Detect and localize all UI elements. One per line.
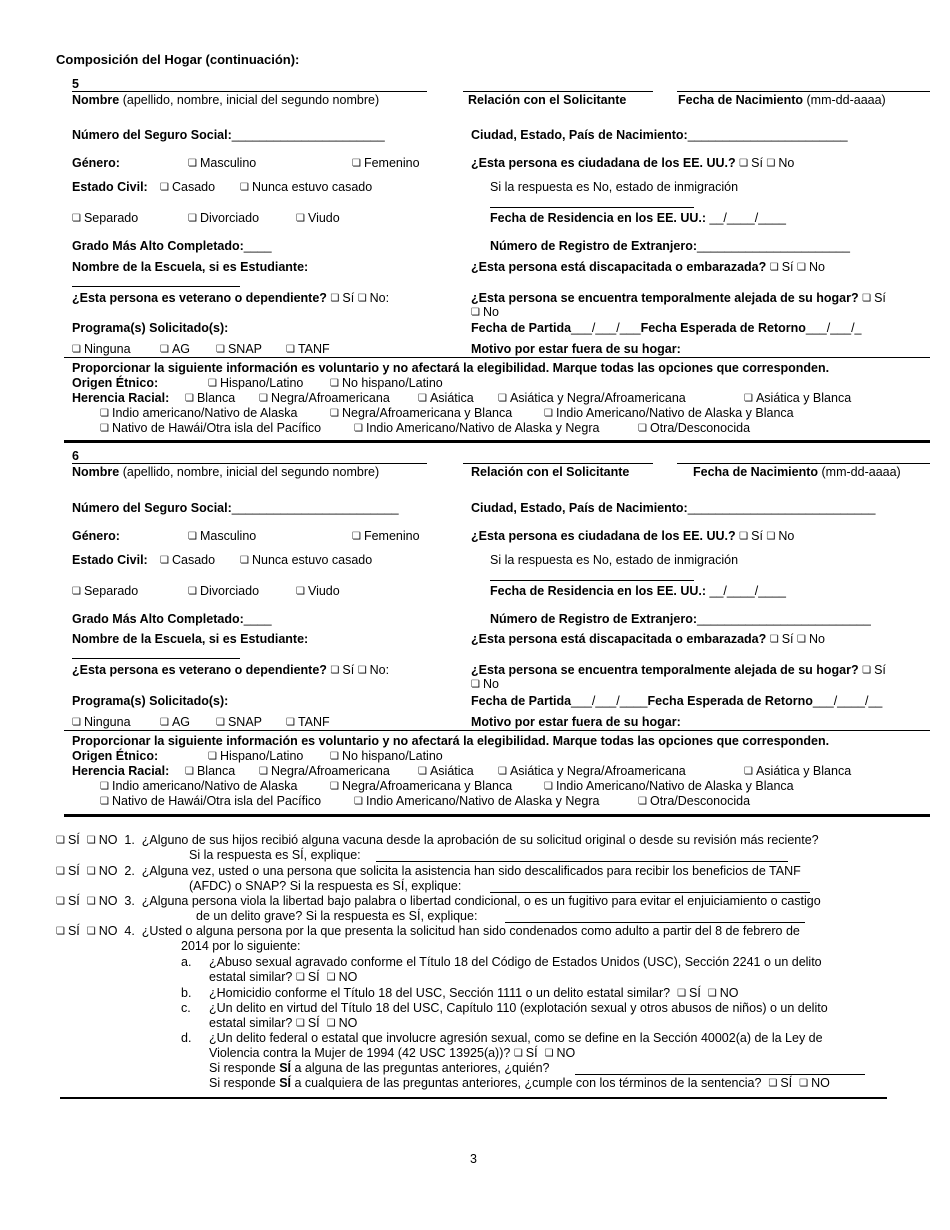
checkbox-no[interactable]: ❏ No (797, 632, 825, 646)
alien-number-field[interactable] (490, 612, 871, 626)
checkbox-yes[interactable]: ❏ SÍ (56, 894, 80, 908)
residence-date-field[interactable] (490, 211, 786, 225)
subquestion-d-label: d. (181, 1031, 192, 1045)
question-number: 4. (124, 924, 135, 938)
question-text: (AFDC) o SNAP? Si la respuesta es SÍ, explique: (189, 879, 462, 893)
question-text: de un delito grave? Si la respuesta es SÍ, explique: (196, 909, 478, 923)
question-text: Violencia contra la Mujer de 1994 (42 USC 13925(a))? (209, 1046, 511, 1060)
checkbox-asian-white[interactable]: ❏ Asiática y Blanca (744, 391, 851, 405)
label-bold: Fecha de Nacimiento (678, 93, 804, 107)
blank: ____ (243, 239, 272, 253)
name-field-label[interactable] (72, 93, 379, 107)
checkbox-yes[interactable]: ❏ SÍ (514, 1046, 538, 1060)
checkbox-pacific-islander[interactable]: ❏ Nativo de Hawái/Otra isla del Pacífico (100, 794, 321, 808)
checkbox-no[interactable]: ❏ NO (87, 864, 118, 878)
checkbox-no[interactable]: ❏ No (797, 260, 825, 274)
question-text: ¿Esta persona se encuentra temporalmente alejada de su hogar? (471, 291, 859, 305)
divider (64, 730, 930, 731)
voluntary-notice: Proporcionar la siguiente información es voluntario y no afectará la elegibilidad. Marque todas las opciones que corresponden. (72, 361, 830, 375)
label: Número de Registro de Extranjero: (490, 239, 697, 253)
checkbox-asian-black[interactable]: ❏ Asiática y Negra/Afroamericana (498, 764, 686, 778)
label: Fecha de Residencia en los EE. UU.: (490, 211, 707, 225)
reason-label: Motivo por estar fuera de su hogar: (471, 342, 681, 356)
subquestion-a: ¿Abuso sexual agravado conforme el Título 18 del Código de Estados Unidos (USC), Sección 2241 o un delito (209, 955, 822, 969)
divider (463, 91, 653, 92)
bottom-divider (60, 1097, 887, 1099)
label: Fecha de Partida (471, 321, 572, 335)
marital-label: Estado Civil: (72, 180, 148, 194)
ethnic-label: Origen Étnico: (72, 376, 159, 390)
name-field-label[interactable] (72, 465, 379, 479)
checkbox-other[interactable]: ❏ Otra/Desconocida (638, 421, 750, 435)
sentence-question (209, 1076, 830, 1090)
who-line[interactable] (575, 1074, 865, 1075)
immigration-status-line[interactable] (490, 207, 694, 208)
section-divider (64, 814, 930, 817)
ssn-field[interactable] (72, 128, 385, 142)
blank: ______________________ (231, 128, 385, 142)
divider (64, 357, 930, 358)
blank: __/____/____ (709, 584, 786, 598)
ethnic-label: Origen Étnico: (72, 749, 159, 763)
disabled-question (471, 260, 825, 274)
divider (72, 91, 427, 92)
checkbox-married[interactable]: ❏ Casado (160, 553, 215, 567)
checkbox-divorced[interactable]: ❏ Divorciado (188, 211, 259, 225)
checkbox-yes[interactable]: ❏ Sí (770, 632, 794, 646)
blank: ___/___/___ (571, 321, 641, 335)
checkbox-yes[interactable]: ❏ SÍ (296, 1016, 320, 1030)
checkbox-snap[interactable]: ❏ SNAP (216, 342, 262, 356)
question-4-cont: 2014 por lo siguiente: (181, 939, 301, 953)
checkbox-none[interactable]: ❏ Ninguna (72, 715, 131, 729)
checkbox-black-white[interactable]: ❏ Negra/Afroamericana y Blanca (330, 406, 512, 420)
blank: ________________________ (231, 501, 399, 515)
label: Número del Seguro Social: (72, 128, 232, 142)
birthdate-field-label[interactable] (678, 93, 886, 107)
question-text: ¿Esta persona se encuentra temporalmente alejada de su hogar? (471, 663, 859, 677)
subquestion-a-cont (209, 970, 357, 984)
checkbox-female[interactable]: ❏ Femenino (352, 529, 420, 543)
question-2-explain (189, 879, 461, 893)
checkbox-white[interactable]: ❏ Blanca (185, 764, 235, 778)
checkbox-no[interactable]: ❏ NO (327, 1016, 358, 1030)
checkbox-no[interactable]: ❏ No (471, 677, 499, 691)
page-title: Composición del Hogar (continuación): (56, 52, 300, 67)
checkbox-ag[interactable]: ❏ AG (160, 342, 190, 356)
checkbox-tanf[interactable]: ❏ TANF (286, 715, 330, 729)
immigration-status-line[interactable] (490, 580, 694, 581)
checkbox-none[interactable]: ❏ Ninguna (72, 342, 131, 356)
question-number: 2. (124, 864, 135, 878)
checkbox-not-hispanic[interactable]: ❏ No hispano/Latino (330, 376, 443, 390)
relation-field-label[interactable]: Relación con el Solicitante (471, 465, 630, 479)
checkbox-yes[interactable]: ❏ Sí (739, 529, 763, 543)
explain-line[interactable] (490, 892, 810, 893)
label: Número del Seguro Social: (72, 501, 232, 515)
checkbox-female[interactable]: ❏ Femenino (352, 156, 420, 170)
immigration-status-label: Si la respuesta es No, estado de inmigración (490, 553, 739, 567)
checkbox-no[interactable]: ❏ No (766, 529, 794, 543)
question-1-explain (189, 848, 361, 862)
subquestion-b-label: b. (181, 986, 192, 1000)
blank: ___/___/_ (805, 321, 862, 335)
checkbox-yes[interactable]: ❏ SÍ (56, 924, 80, 938)
checkbox-hispanic[interactable]: ❏ Hispano/Latino (208, 749, 303, 763)
reason-label: Motivo por estar fuera de su hogar: (471, 715, 681, 729)
veteran-question (72, 663, 389, 677)
label-bold: Nombre (72, 465, 120, 479)
departure-return-field[interactable] (471, 321, 862, 335)
question-4 (56, 924, 800, 938)
label: Número de Registro de Extranjero: (490, 612, 697, 626)
checkbox-widowed[interactable]: ❏ Viudo (296, 584, 340, 598)
question-text: ¿Alguno de sus hijos recibió alguna vacuna desde la aprobación de su solicitud original o desde su revisión más reciente? (141, 833, 819, 847)
question-text: ¿Alguna vez, usted o una persona que solicita la asistencia han sido descalificados para recibir los beneficios de TANF (141, 864, 801, 878)
checkbox-native-white[interactable]: ❏ Indio Americano/Nativo de Alaska y Blanca (544, 406, 794, 420)
checkbox-asian[interactable]: ❏ Asiática (418, 764, 474, 778)
birthplace-field[interactable] (471, 128, 848, 142)
label-bold: Fecha de Nacimiento (693, 465, 819, 479)
question-text: ¿Esta persona es veterano o dependiente? (72, 291, 327, 305)
checkbox-native-black[interactable]: ❏ Indio Americano/Nativo de Alaska y Negra (354, 794, 599, 808)
page-number: 3 (470, 1152, 477, 1166)
divider (463, 463, 653, 464)
checkbox-widowed[interactable]: ❏ Viudo (296, 211, 340, 225)
question-1 (56, 833, 819, 847)
checkbox-yes[interactable]: ❏ SÍ (677, 986, 701, 1000)
checkbox-yes[interactable]: ❏ Sí (330, 291, 354, 305)
text-bold: SÍ (279, 1061, 291, 1075)
checkbox-male[interactable]: ❏ Masculino (188, 156, 256, 170)
checkbox-white[interactable]: ❏ Blanca (185, 391, 235, 405)
blank: ___/____/__ (812, 694, 883, 708)
text: a cualquiera de las preguntas anteriores, ¿cumple con los términos de la sentencia? (291, 1076, 762, 1090)
subquestion-d-cont (209, 1046, 575, 1060)
checkbox-yes[interactable]: ❏ Sí (862, 291, 886, 305)
question-text: ¿Esta persona es ciudadana de los EE. UU.? (471, 156, 736, 170)
race-label: Herencia Racial: (72, 391, 170, 405)
checkbox-no[interactable]: ❏ No: (358, 663, 389, 677)
subquestion-d: ¿Un delito federal o estatal que involucre agresión sexual, como se define en la Sección 40002(a) de la Ley de (209, 1031, 823, 1045)
grade-field[interactable] (72, 239, 272, 253)
school-label: Nombre de la Escuela, si es Estudiante: (72, 260, 309, 274)
checkbox-never-married[interactable]: ❏ Nunca estuvo casado (240, 180, 372, 194)
checkbox-no[interactable]: ❏ NO (87, 924, 118, 938)
label-rest: (apellido, nombre, inicial del segundo nombre) (119, 465, 380, 479)
checkbox-native-white[interactable]: ❏ Indio Americano/Nativo de Alaska y Blanca (544, 779, 794, 793)
race-label: Herencia Racial: (72, 764, 170, 778)
checkbox-not-hispanic[interactable]: ❏ No hispano/Latino (330, 749, 443, 763)
checkbox-male[interactable]: ❏ Masculino (188, 529, 256, 543)
checkbox-no[interactable]: ❏ NO (799, 1076, 830, 1090)
school-line[interactable] (72, 658, 240, 659)
member-number: 5 (72, 77, 79, 91)
subquestion-c-label: c. (181, 1001, 191, 1015)
label: Fecha de Partida (471, 694, 572, 708)
checkbox-asian-black[interactable]: ❏ Asiática y Negra/Afroamericana (498, 391, 686, 405)
programs-label: Programa(s) Solicitado(s): (72, 694, 229, 708)
departure-return-field[interactable] (471, 694, 882, 708)
alien-number-field[interactable] (490, 239, 850, 253)
divider (677, 91, 930, 92)
blank: __/____/____ (709, 211, 786, 225)
away-question (471, 663, 886, 677)
label-rest: (mm-dd-aaaa) (818, 465, 901, 479)
blank: _________________________ (697, 612, 871, 626)
label: Grado Más Alto Completado: (72, 239, 244, 253)
checkbox-separated[interactable]: ❏ Separado (72, 211, 138, 225)
checkbox-no[interactable]: ❏ No: (358, 291, 389, 305)
checkbox-married[interactable]: ❏ Casado (160, 180, 215, 194)
who-question (209, 1061, 550, 1075)
checkbox-separated[interactable]: ❏ Separado (72, 584, 138, 598)
residence-date-field[interactable] (490, 584, 786, 598)
label: Fecha Esperada de Retorno (640, 321, 806, 335)
question-text: ¿Homicidio conforme el Título 18 del USC, Sección 1111 o un delito estatal similar? (209, 986, 671, 1000)
question-3-explain (196, 909, 477, 923)
question-text: ¿Esta persona es ciudadana de los EE. UU.? (471, 529, 736, 543)
checkbox-asian[interactable]: ❏ Asiática (418, 391, 474, 405)
label: Grado Más Alto Completado: (72, 612, 244, 626)
citizen-question (471, 156, 794, 170)
label: Fecha Esperada de Retorno (647, 694, 813, 708)
question-2 (56, 864, 801, 878)
label-rest: (mm-dd-aaaa) (803, 93, 886, 107)
subquestion-a-label: a. (181, 955, 192, 969)
programs-label: Programa(s) Solicitado(s): (72, 321, 229, 335)
label: Fecha de Residencia en los EE. UU.: (490, 584, 707, 598)
question-text: Si la respuesta es SÍ, explique: (189, 848, 361, 862)
voluntary-notice: Proporcionar la siguiente información es voluntario y no afectará la elegibilidad. Marque todas las opciones que corresponden. (72, 734, 830, 748)
checkbox-snap[interactable]: ❏ SNAP (216, 715, 262, 729)
blank: ___/___/____ (571, 694, 648, 708)
checkbox-no[interactable]: ❏ NO (87, 833, 118, 847)
blank: ___________________________ (687, 501, 876, 515)
birthplace-field[interactable] (471, 501, 875, 515)
subquestion-b (209, 986, 739, 1000)
question-text: ¿Usted o alguna persona por la que presenta la solicitud han sido condenados como adulto a partir del 8 de febrero de (141, 924, 800, 938)
question-text: estatal similar? (209, 1016, 293, 1030)
question-text: ¿Esta persona está discapacitada o embarazada? (471, 632, 767, 646)
checkbox-native-american[interactable]: ❏ Indio americano/Nativo de Alaska (100, 779, 298, 793)
question-number: 3. (124, 894, 135, 908)
marital-label: Estado Civil: (72, 553, 148, 567)
question-3 (56, 894, 821, 908)
checkbox-yes[interactable]: ❏ SÍ (296, 970, 320, 984)
grade-field[interactable] (72, 612, 272, 626)
checkbox-asian-white[interactable]: ❏ Asiática y Blanca (744, 764, 851, 778)
checkbox-black[interactable]: ❏ Negra/Afroamericana (259, 764, 390, 778)
checkbox-tanf[interactable]: ❏ TANF (286, 342, 330, 356)
divider (72, 463, 427, 464)
checkbox-pacific-islander[interactable]: ❏ Nativo de Hawái/Otra isla del Pacífico (100, 421, 321, 435)
gender-label: Género: (72, 156, 120, 170)
ssn-field[interactable] (72, 501, 399, 515)
label-rest: (apellido, nombre, inicial del segundo nombre) (119, 93, 380, 107)
disabled-question (471, 632, 825, 646)
checkbox-yes[interactable]: ❏ SÍ (56, 833, 80, 847)
checkbox-native-american[interactable]: ❏ Indio americano/Nativo de Alaska (100, 406, 298, 420)
immigration-status-label: Si la respuesta es No, estado de inmigración (490, 180, 739, 194)
text: a alguna de las preguntas anteriores, ¿quién? (291, 1061, 550, 1075)
question-text: ¿Alguna persona viola la libertad bajo palabra o libertad condicional, o es un fugitivo para evitar el enjuiciamiento o castigo (141, 894, 821, 908)
blank: ______________________ (697, 239, 850, 253)
question-number: 1. (124, 833, 135, 847)
explain-line[interactable] (505, 922, 805, 923)
member-number: 6 (72, 449, 79, 463)
checkbox-no[interactable]: ❏ NO (87, 894, 118, 908)
label-bold: Nombre (72, 93, 120, 107)
section-divider (64, 440, 930, 443)
question-text: ¿Esta persona es veterano o dependiente? (72, 663, 327, 677)
checkbox-ag[interactable]: ❏ AG (160, 715, 190, 729)
explain-line[interactable] (376, 861, 788, 862)
checkbox-black-white[interactable]: ❏ Negra/Afroamericana y Blanca (330, 779, 512, 793)
text: Si responde (209, 1076, 280, 1090)
divider (677, 463, 930, 464)
checkbox-yes[interactable]: ❏ Sí (770, 260, 794, 274)
checkbox-other[interactable]: ❏ Otra/Desconocida (638, 794, 750, 808)
label: Ciudad, Estado, País de Nacimiento: (471, 128, 688, 142)
checkbox-yes[interactable]: ❏ SÍ (56, 864, 80, 878)
text: Si responde (209, 1061, 280, 1075)
checkbox-no[interactable]: ❏ NO (708, 986, 739, 1000)
away-question (471, 291, 886, 305)
checkbox-no[interactable]: ❏ No (471, 305, 499, 319)
label: Ciudad, Estado, País de Nacimiento: (471, 501, 688, 515)
checkbox-yes[interactable]: ❏ Sí (739, 156, 763, 170)
subquestion-c-cont (209, 1016, 357, 1030)
checkbox-yes[interactable]: ❏ Sí (330, 663, 354, 677)
blank: ____ (243, 612, 272, 626)
checkbox-hispanic[interactable]: ❏ Hispano/Latino (208, 376, 303, 390)
question-text: ¿Esta persona está discapacitada o embarazada? (471, 260, 767, 274)
gender-label: Género: (72, 529, 120, 543)
checkbox-no[interactable]: ❏ NO (545, 1046, 576, 1060)
checkbox-never-married[interactable]: ❏ Nunca estuvo casado (240, 553, 372, 567)
blank: _______________________ (687, 128, 848, 142)
checkbox-black[interactable]: ❏ Negra/Afroamericana (259, 391, 390, 405)
checkbox-yes[interactable]: ❏ Sí (862, 663, 886, 677)
text-bold: SÍ (279, 1076, 291, 1090)
question-text: estatal similar? (209, 970, 293, 984)
birthdate-field-label[interactable] (693, 465, 901, 479)
veteran-question (72, 291, 389, 305)
checkbox-native-black[interactable]: ❏ Indio Americano/Nativo de Alaska y Negra (354, 421, 599, 435)
relation-field-label[interactable]: Relación con el Solicitante (468, 93, 627, 107)
checkbox-divorced[interactable]: ❏ Divorciado (188, 584, 259, 598)
checkbox-no[interactable]: ❏ No (766, 156, 794, 170)
subquestion-c: ¿Un delito en virtud del Título 18 del USC, Capítulo 110 (explotación sexual y otros abusos de niños) o un delito (209, 1001, 828, 1015)
citizen-question (471, 529, 794, 543)
checkbox-yes[interactable]: ❏ SÍ (768, 1076, 792, 1090)
school-line[interactable] (72, 286, 240, 287)
checkbox-no[interactable]: ❏ NO (327, 970, 358, 984)
school-label: Nombre de la Escuela, si es Estudiante: (72, 632, 309, 646)
